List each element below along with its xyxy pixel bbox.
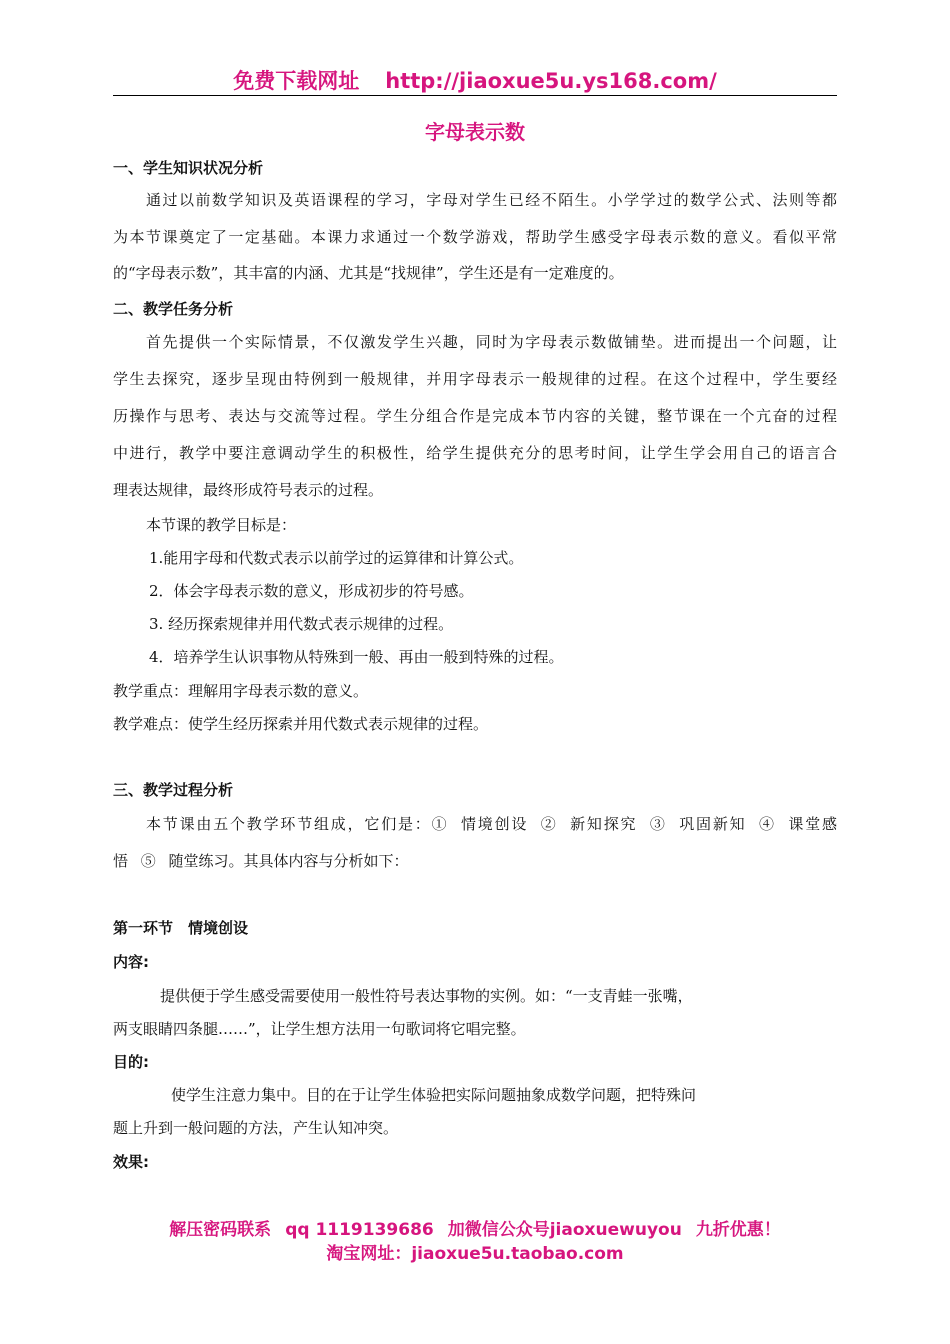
document-title: 字母表示数 (425, 120, 525, 144)
download-url-link[interactable]: http://jiaoxue5u.ys168.com/ (385, 69, 717, 93)
footer-password-text: 解压密码联系 (169, 1220, 272, 1240)
footer-discount: 九折优惠！ (695, 1220, 781, 1240)
paragraph-line: 为本节课奠定了一定基础。本课力求通过一个数学游戏，帮助学生感受字母表示数的意义。看似平常 (113, 228, 837, 246)
purpose-label: 目的: (113, 1053, 149, 1071)
stage-heading: 第一环节 情境创设 (113, 919, 249, 937)
difficulty-point: 教学难点：使学生经历探索并用代数式表示规律的过程。 (113, 715, 489, 733)
paragraph-line: 历操作与思考、表达与交流等过程。学生分组合作是完成本节内容的关键，整节课在一个亢奋的过程 (113, 407, 837, 425)
content-line: 两支眼睛四条腿……”，让学生想方法用一句歌词将它唱完整。 (113, 1020, 526, 1038)
purpose-line: 使学生注意力集中。目的在于让学生体验把实际问题抽象成数学问题，把特殊问 (171, 1086, 697, 1104)
effect-label: 效果: (113, 1153, 149, 1171)
paragraph-line: 通过以前数学知识及英语课程的学习，字母对学生已经不陌生。小学学过的数学公式、法则等都 (146, 191, 837, 209)
goal-item: 2．体会字母表示数的意义，形成初步的符号感。 (149, 582, 474, 600)
footer-qq: qq 1119139686 (285, 1220, 434, 1240)
paragraph-line: 学生去探究，逐步呈现由特例到一般规律，并用字母表示一般规律的过程。在这个过程中，学生要经 (113, 370, 837, 388)
purpose-line: 题上升到一般问题的方法，产生认知冲突。 (113, 1119, 399, 1137)
paragraph-line: 理表达规律，最终形成符号表示的过程。 (113, 481, 384, 499)
header-divider (113, 95, 837, 96)
paragraph-line: 悟 ⑤ 随堂练习。其具体内容与分析如下： (113, 852, 409, 870)
goal-item: 4．培养学生认识事物从特殊到一般、再由一般到特殊的过程。 (149, 648, 564, 666)
paragraph-line: 首先提供一个实际情景，不仅激发学生兴趣，同时为字母表示数做铺垫。进而提出一个问题，让 (146, 333, 837, 351)
goal-item: 3. 经历探索规律并用代数式表示规律的过程。 (149, 615, 454, 633)
download-label: 免费下载网址 (233, 69, 360, 93)
paragraph-line: 的“字母表示数”，其丰富的内涵、尤其是“找规律”，学生还是有一定难度的。 (113, 264, 624, 282)
section-heading-teaching-task: 二、教学任务分析 (113, 300, 234, 318)
paragraph-line: 本节课由五个教学环节组成，它们是：① 情境创设 ② 新知探究 ③ 巩固新知 ④ 课堂感 (146, 815, 837, 833)
footer-wechat-text: 加微信公众号 (447, 1220, 550, 1240)
content-line: 提供便于学生感受需要使用一般性符号表达事物的实例。如：“一支青蛙一张嘴， (160, 987, 693, 1005)
key-point: 教学重点：理解用字母表示数的意义。 (113, 682, 369, 700)
paragraph-line: 中进行，教学中要注意调动学生的积极性，给学生提供充分的思考时间，让学生学会用自己的语言合 (113, 444, 837, 462)
section-heading-student-knowledge: 一、学生知识状况分析 (113, 159, 264, 177)
footer-taobao-link[interactable]: 淘宝网址：jiaoxue5u.taobao.com (326, 1244, 624, 1264)
content-label: 内容: (113, 953, 149, 971)
section-heading-teaching-process: 三、教学过程分析 (113, 781, 234, 799)
download-header (113, 66, 837, 96)
footer-wechat-id: jiaoxuewuyou (549, 1220, 682, 1240)
goals-intro: 本节课的教学目标是： (146, 516, 297, 534)
footer-contact-line (113, 1218, 837, 1242)
goal-item: 1.能用字母和代数式表示以前学过的运算律和计算公式。 (149, 549, 524, 567)
